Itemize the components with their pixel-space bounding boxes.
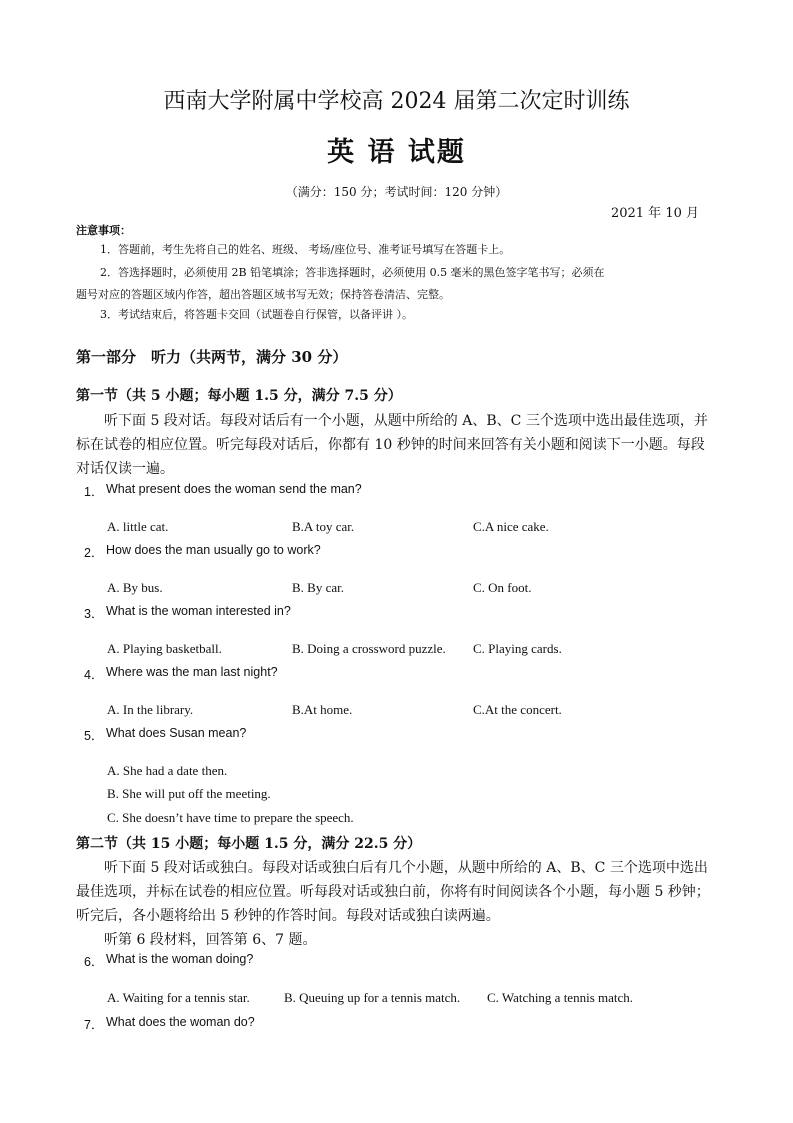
- option-b: B.A toy car.: [292, 519, 355, 534]
- section1-instructions: 听下面 5 段对话。每段对话后有一个小题，从题中所给的 A、B、C 三个选项中选出最佳选项，并: [104, 413, 708, 429]
- section2-instructions: 听完后，各小题将给出 5 秒钟的作答时间。每段对话或独白读两遍。: [76, 908, 500, 924]
- note-item: 1．答题前，考生先将自己的姓名、班级、 考场/座位号、准考证号填写在答题卡上。: [100, 243, 511, 256]
- section2-heading: 第二节（共 15 小题；每小题 1.5 分，满分 22.5 分）: [76, 836, 422, 852]
- option-b: B.At home.: [292, 702, 353, 717]
- option-a: A. little cat.: [107, 519, 169, 534]
- question-number: 2．: [84, 546, 104, 560]
- option-a: A. In the library.: [107, 702, 194, 717]
- option-b: B. Queuing up for a tennis match.: [284, 990, 461, 1005]
- question-number: 1．: [84, 485, 104, 499]
- score-time-line: （满分：150 分；考试时间：120 分钟）: [285, 185, 508, 199]
- question-number: 4．: [84, 668, 104, 682]
- question-text: What does the woman do?: [106, 1015, 255, 1029]
- question-number: 7．: [84, 1018, 104, 1032]
- option-b: B. By car.: [292, 580, 344, 595]
- question-number: 6．: [84, 955, 104, 969]
- note-item: 2．答选择题时，必须使用 2B 铅笔填涂；答非选择题时，必须使用 0.5 毫米的黑色签字笔书写；必须在: [100, 266, 605, 279]
- option-c: C. She doesn’t have time to prepare the speech.: [107, 810, 354, 825]
- option-c: C. Watching a tennis match.: [487, 990, 634, 1005]
- subject-title: 英 语 试题: [327, 137, 466, 168]
- question-text: What is the woman doing?: [106, 952, 254, 966]
- question-text: Where was the man last night?: [106, 665, 278, 679]
- note-item: 题号对应的答题区域内作答，超出答题区域书写无效；保持答卷清洁、完整。: [76, 288, 450, 301]
- section2-instructions: 最佳选项，并标在试卷的相应位置。听每段对话或独白前，你将有时间阅读各个小题，每小题 5 秒钟；: [76, 884, 710, 900]
- option-a: A. By bus.: [107, 580, 163, 595]
- exam-date: 2021 年 10 月: [610, 206, 699, 221]
- part1-heading: 第一部分 听力（共两节，满分 30 分）: [76, 348, 348, 366]
- option-b: B. She will put off the meeting.: [107, 786, 271, 801]
- exam-title: 西南大学附属中学校高 2024 届第二次定时训练: [163, 89, 630, 114]
- question-text: How does the man usually go to work?: [106, 543, 321, 557]
- section2-instructions: 听下面 5 段对话或独白。每段对话或独白后有几个小题，从题中所给的 A、B、C 三个选项中选出: [104, 860, 708, 876]
- section1-heading: 第一节（共 5 小题；每小题 1.5 分，满分 7.5 分）: [76, 388, 402, 404]
- option-c: C. Playing cards.: [473, 641, 562, 656]
- option-a: A. Waiting for a tennis star.: [107, 990, 250, 1005]
- option-a: A. She had a date then.: [107, 763, 228, 778]
- option-c: C.At the concert.: [473, 702, 562, 717]
- option-a: A. Playing basketball.: [107, 641, 222, 656]
- section1-instructions: 标在试卷的相应位置。听完每段对话后，你都有 10 秒钟的时间来回答有关小题和阅读下一小题。每段: [76, 437, 705, 453]
- option-c: C.A nice cake.: [473, 519, 549, 534]
- question-number: 5．: [84, 729, 104, 743]
- question-number: 3．: [84, 607, 104, 621]
- question-text: What is the woman interested in?: [106, 604, 291, 618]
- section1-instructions: 对话仅读一遍。: [76, 461, 174, 477]
- option-b: B. Doing a crossword puzzle.: [292, 641, 446, 656]
- notes-title: 注意事项：: [76, 224, 131, 237]
- question-text: What present does the woman send the man?: [106, 482, 362, 496]
- material-note: 听第 6 段材料，回答第 6、7 题。: [104, 932, 317, 948]
- question-text: What does Susan mean?: [106, 726, 247, 740]
- option-c: C. On foot.: [473, 580, 532, 595]
- note-item: 3．考试结束后，将答题卡交回（试题卷自行保管，以备评讲 ）。: [100, 308, 413, 321]
